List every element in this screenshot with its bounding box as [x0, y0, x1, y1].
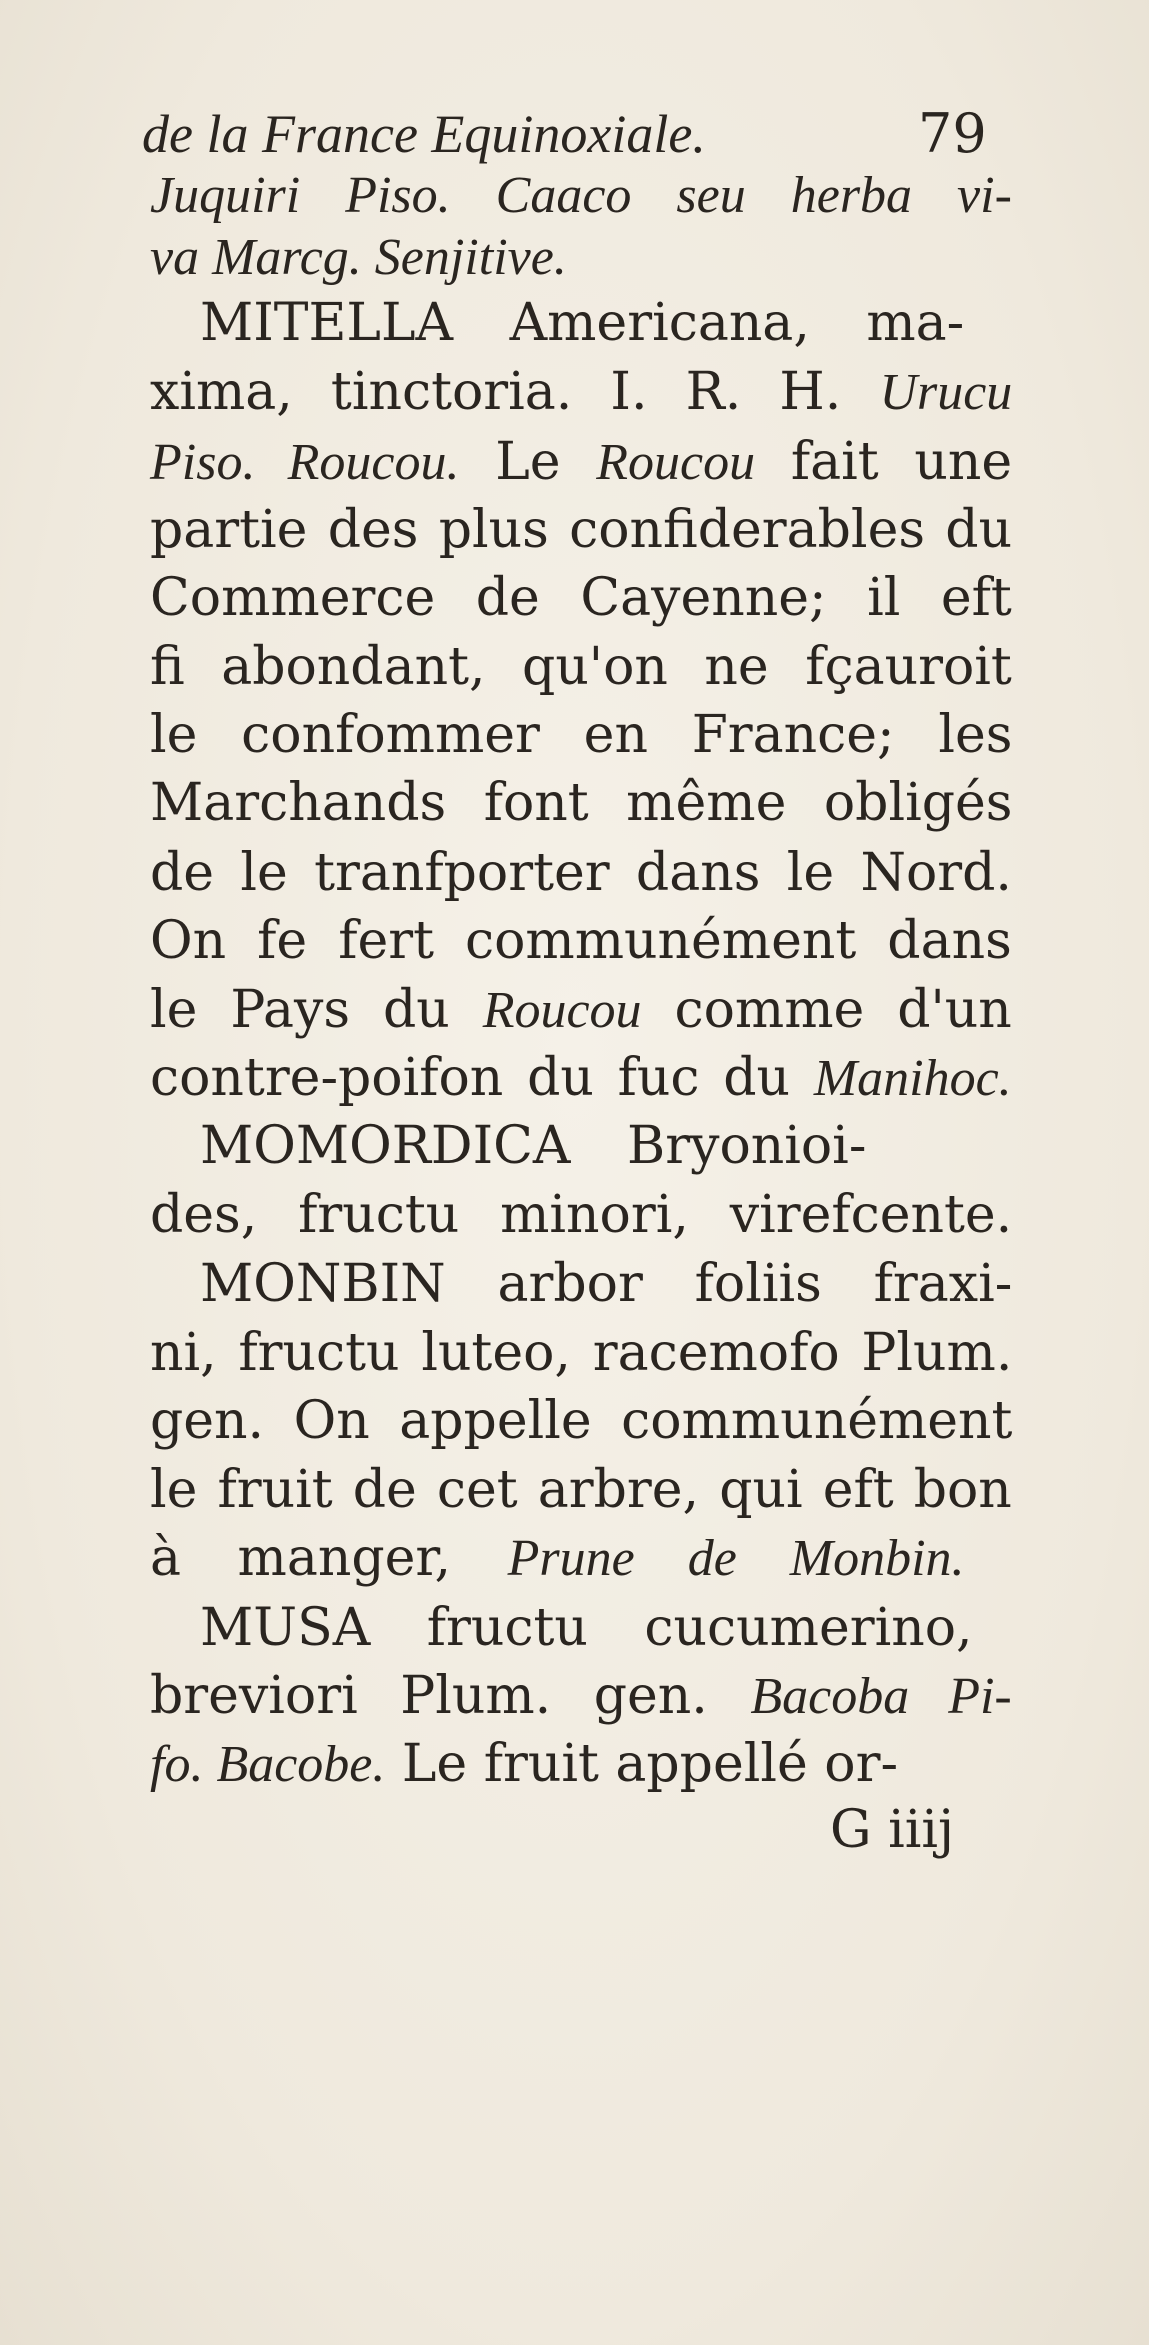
roman-segment: contre-poifon du fuc du: [150, 1048, 814, 1108]
text-line: [150, 1734, 898, 1794]
italic-segment: fo. Bacobe.: [150, 1736, 386, 1793]
roman-segment: xima, tinctoria. I. R. H.: [150, 362, 880, 422]
text-line: [150, 637, 1012, 697]
italic-segment: Prune de Monbin.: [507, 1530, 965, 1587]
roman-segment: Le: [459, 432, 597, 492]
text-line: [150, 1666, 1012, 1726]
text-line: [200, 293, 964, 353]
roman-segment: le fruit de cet arbre, qui eft bon: [150, 1460, 1012, 1520]
roman-segment: le confommer en France; les: [150, 705, 1013, 765]
italic-segment: Juquiri Piso. Caaco seu herba vi-: [150, 167, 1012, 224]
text-line: [150, 980, 1012, 1040]
roman-segment: partie des plus confiderables du: [150, 500, 1013, 560]
text-line: [150, 911, 1012, 971]
roman-segment: MITELLA Americana, ma-: [200, 293, 965, 353]
text-line: [150, 1460, 1012, 1520]
italic-segment: Manihoc.: [813, 1050, 1012, 1107]
roman-segment: le Pays du: [150, 980, 483, 1040]
roman-segment: MONBIN arbor foliis fraxi-: [200, 1254, 1013, 1314]
text-line: [150, 1323, 1012, 1383]
text-line: [150, 227, 567, 287]
text-line: [150, 843, 1012, 903]
roman-segment: On fe fert communément dans: [150, 911, 1012, 971]
text-line: [150, 773, 1012, 833]
italic-segment: Roucou: [596, 434, 756, 491]
roman-segment: des, fructu minori, virefcente.: [150, 1185, 1013, 1245]
italic-segment: Roucou: [482, 982, 642, 1039]
text-line: [150, 1185, 1012, 1245]
italic-segment: va Marcg. Senjitive.: [150, 229, 567, 286]
text-line: [150, 362, 1012, 422]
roman-segment: comme d'un: [641, 980, 1012, 1040]
roman-segment: Marchands font même obligés: [150, 773, 1013, 833]
roman-segment: Le fruit appellé or-: [385, 1734, 899, 1794]
page-number: 79: [918, 102, 987, 165]
text-line: [150, 1528, 965, 1588]
roman-segment: gen. On appelle communément: [150, 1391, 1013, 1451]
roman-segment: MUSA fructu cucumerino,: [200, 1598, 973, 1658]
text-line: [150, 705, 1012, 765]
text-line: [150, 500, 1012, 560]
roman-segment: breviori Plum. gen.: [150, 1666, 751, 1726]
text-line: [150, 432, 1012, 492]
roman-segment: ni, fructu luteo, racemofo Plum.: [150, 1323, 1013, 1383]
text-line: [150, 1391, 1012, 1451]
signature-mark: G iiij: [830, 1800, 955, 1860]
text-line: [200, 1116, 866, 1176]
text-line: [150, 568, 1012, 628]
roman-segment: fait une: [755, 432, 1013, 492]
italic-segment: Bacoba Pi-: [750, 1668, 1012, 1725]
running-title: de la France Equinoxiale.: [142, 104, 706, 164]
text-line: [150, 165, 1012, 225]
roman-segment: Commerce de Cayenne; il eft: [150, 568, 1012, 628]
italic-segment: Piso. Roucou.: [150, 434, 460, 491]
roman-segment: MOMORDICA Bryonioi-: [200, 1116, 867, 1176]
roman-segment: fi abondant, qu'on ne fçauroit: [150, 637, 1012, 697]
roman-segment: de le tranfporter dans le Nord.: [150, 843, 1012, 903]
roman-segment: à manger,: [150, 1528, 508, 1588]
italic-segment: Urucu: [879, 364, 1013, 421]
text-line: [200, 1598, 973, 1658]
text-line: [150, 1048, 1012, 1108]
text-line: [200, 1254, 1012, 1314]
